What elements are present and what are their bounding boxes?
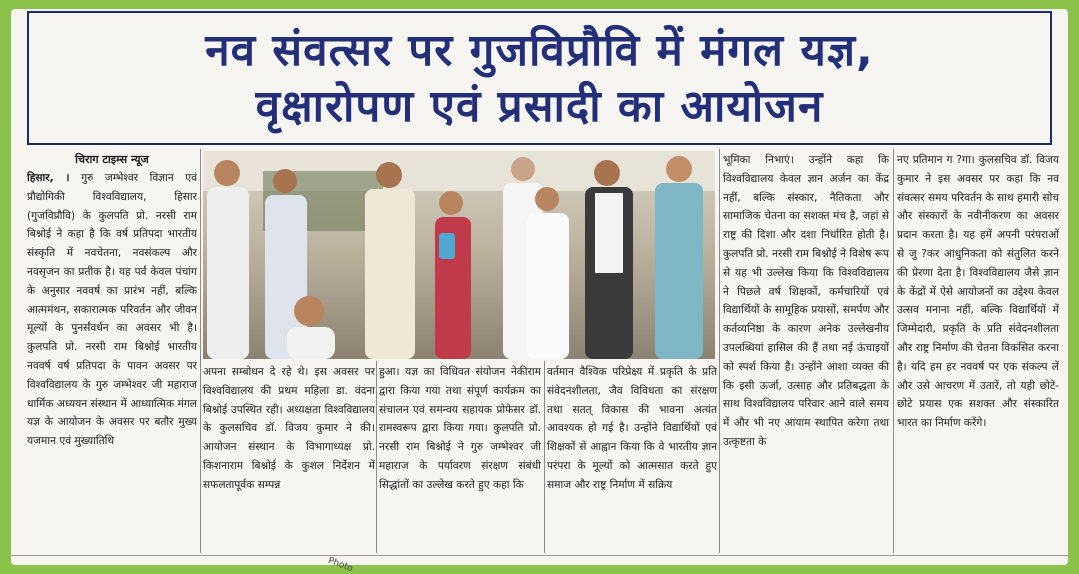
headline-line-2: वृक्षारोपण एवं प्रसादी का आयोजन: [255, 81, 824, 132]
person-9: [655, 156, 703, 359]
article-column-2: अपना सम्बोधन दे रहे थे। इस अवसर पर विश्वविद्यालय की प्रथम महिला डा. वंदना बिश्नोई उपस्थित रही। अध्यक्षता विश्वविद्यालय के कुलसचिव डॉ. विजय कुमार ने की। आयोजन संस्थान के विभागाध्यक्ष प्रो. किशनाराम बिश्नोई के कुशल निर्देशन में सफलतापूर्वक सम्पन्न: [203, 366, 375, 491]
byline: चिराग टाइम्स न्यूज: [75, 153, 149, 166]
group-photo-illustration: [203, 151, 715, 359]
dateline: हिसार, ।: [27, 172, 70, 184]
column-rule: [200, 149, 201, 553]
newspaper-clipping: [11, 9, 1068, 565]
column-rule: [544, 361, 545, 553]
person-4: [365, 162, 415, 359]
person-8: [585, 160, 633, 359]
event-photo: [203, 151, 715, 359]
column-rule: [719, 149, 720, 553]
headline-box: [27, 11, 1052, 145]
article-column-3: हुआ। यज्ञ का विधिवत संयोजन नेकीराम द्वारा किया गया तथा संपूर्ण कार्यक्रम का संचालन एवं समन्वय सहायक प्रोफेसर डॉ. रामस्वरूप द्वारा किया गया। कुलपति प्रो. नरसी राम बिश्नोई ने गुरु जम्भेश्वर जी महाराज के पर्यावरण संरक्षण संबंधी सिद्धांतों का उल्लेख करते हुए कहा कि: [379, 366, 541, 491]
column-rule: [893, 149, 894, 553]
person-1: [207, 160, 249, 359]
photo-watermark: Photo: [326, 556, 355, 574]
article-column-6: नए प्रतिमान ग ?गा। कुलसचिव डॉ. विजय कुमार ने इस अवसर पर कहा कि नव संवत्सर समय परिवर्तन के साथ हमारी सोच और संस्कारों के नवीनीकरण का अवसर प्रदान करता है। यह हमें अपनी परंपराओं से जु ?कर आधुनिकता को संतुलित करने की प्रेरणा देता है। विश्वविद्यालय जैसे ज्ञान के केंद्रों में ऐसे आयोजनों का उद्देश्य केवल उत्सव मनाना नहीं, बल्कि विद्यार्थियों में जिम्मेदारी, प्रकृति के प्रति संवेदनशीलता और राष्ट्र निर्माण की चेतना विकसित करना है। यदि हम हर नववर्ष पर एक संकल्प लें और उसे आचरण में उतारें, तो यही छोटे-छोटे प्रयास एक सशक्त और संस्कारित भारत का निर्माण करेंगे।: [897, 154, 1059, 430]
article-column-4: वर्तमान वैश्विक परिप्रेक्ष्य में प्रकृति के प्रति संवेदनशीलता, जैव विविधता का संरक्षण तथा सतत् विकास की भावना अत्यंत आवश्यक हो गई है। उन्होंने विद्यार्थियों एवं शिक्षकों से आह्वान किया कि वे भारतीय ज्ञान परंपरा के मूल्यों को आत्मसात करते हुए समाज और राष्ट्र निर्माण में सक्रिय: [547, 366, 717, 491]
headline-line-1: नव संवत्सर पर गुजविप्रौवि में मंगल यज्ञ,: [205, 25, 874, 76]
article-column-1: [27, 151, 197, 553]
article-column-5: भूमिका निभाएं। उन्होंने कहा कि विश्वविद्यालय केवल ज्ञान अर्जन का केंद्र नहीं, बल्कि संस्कार, नैतिकता और सामाजिक चेतना का सशक्त मंच है, जहां से राष्ट्र की दिशा और दशा निर्धारित होती है। कुलपति प्रो. नरसी राम बिश्नोई ने विशेष रूप से यह भी उल्लेख किया कि विश्वविद्यालय ने पिछले वर्ष शिक्षकों, कर्मचारियों एवं विद्यार्थियों के सामूहिक प्रयासों, समर्पण और कर्तव्यनिष्ठा के कारण अनेक उल्लेखनीय उपलब्धियां हासिल की हैं तथा नई ऊंचाइयों को स्पर्श किया है। उन्होंने आशा व्यक्त की कि इसी ऊर्जा, उत्साह और प्रतिबद्धता के साथ विश्वविद्यालय परिवार आने वाले समय में और भी नए आयाम स्थापित करेगा तथा उत्कृष्टता के: [723, 154, 889, 448]
article-text-col1: गुरु जम्भेश्वर विज्ञान एवं प्रौद्योगिकी विश्वविद्यालय, हिसार (गुजविप्रौवि) के कुलपति प्रो. नरसी राम बिश्नोई ने कहा है कि वर्ष प्रतिपदा भारतीय संस्कृति में नवचेतना, नवसंकल्प और नवसृजन का प्रतीक है। यह पर्व केवल पंचांग के अनुसार नववर्ष का प्रारंभ नहीं, बल्कि आत्ममंथन, सकारात्मक परिवर्तन और जीवन मूल्यों के पुनर्संवर्धन का अवसर भी है। कुलपति प्रो. नरसी राम बिश्नोई भारतीय नववर्ष वर्ष प्रतिपदा के पावन अवसर पर विश्वविद्यालय के गुरु जम्भेश्वर जी महाराज धार्मिक अध्ययन संस्थान में आध्यात्मिक मंगल यज्ञ के आयोजन के अवसर पर बतौर मुख्य यजमान एवं मुख्यातिथि: [27, 172, 197, 448]
column-rule: [376, 361, 377, 553]
bottom-strip: [11, 555, 1068, 565]
watering-can: [439, 233, 455, 259]
